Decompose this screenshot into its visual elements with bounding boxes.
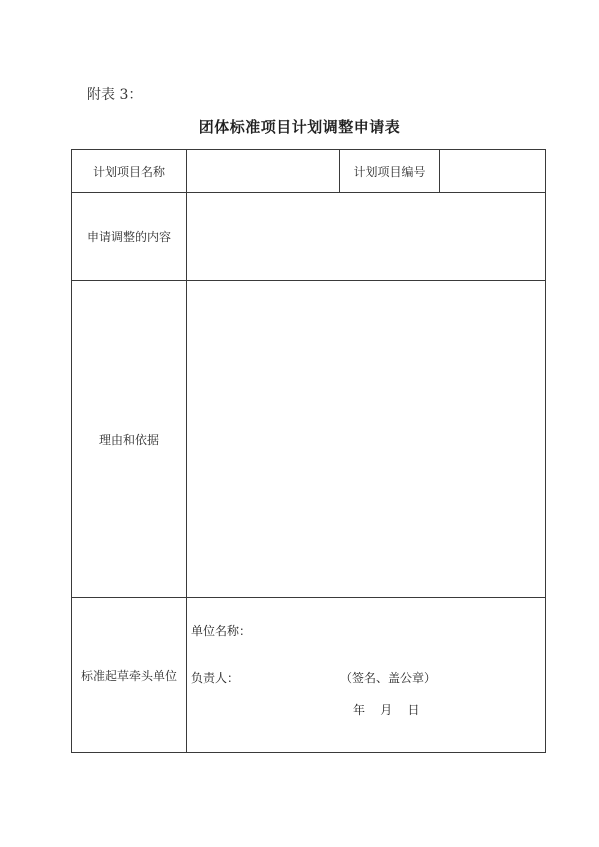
annex-label: 附表 3： — [87, 87, 143, 103]
adjust-content-field[interactable] — [187, 193, 546, 281]
signature-cell[interactable] — [187, 598, 546, 753]
project-number-label: 计划项目编号 — [340, 150, 440, 193]
row-lead-unit — [72, 598, 546, 753]
sign-seal-note: （签名、盖公章） — [340, 671, 437, 685]
reason-field[interactable] — [187, 281, 546, 598]
adjustment-form-table — [71, 149, 546, 753]
reason-label: 理由和依据 — [72, 281, 187, 598]
row-adjust-content — [72, 193, 546, 281]
project-name-field[interactable] — [187, 150, 340, 193]
project-name-label: 计划项目名称 — [72, 150, 187, 193]
date-line: 年 月 日 — [353, 703, 420, 717]
responsible-person-label: 负责人： — [191, 671, 240, 685]
lead-unit-label: 标准起草牵头单位 — [72, 598, 187, 753]
form-title: 团体标准项目计划调整申请表 — [198, 118, 401, 136]
project-number-field[interactable] — [440, 150, 546, 193]
row-reason — [72, 281, 546, 598]
unit-name-label: 单位名称： — [191, 624, 252, 638]
adjust-content-label: 申请调整的内容 — [72, 193, 187, 281]
row-project — [72, 150, 546, 193]
